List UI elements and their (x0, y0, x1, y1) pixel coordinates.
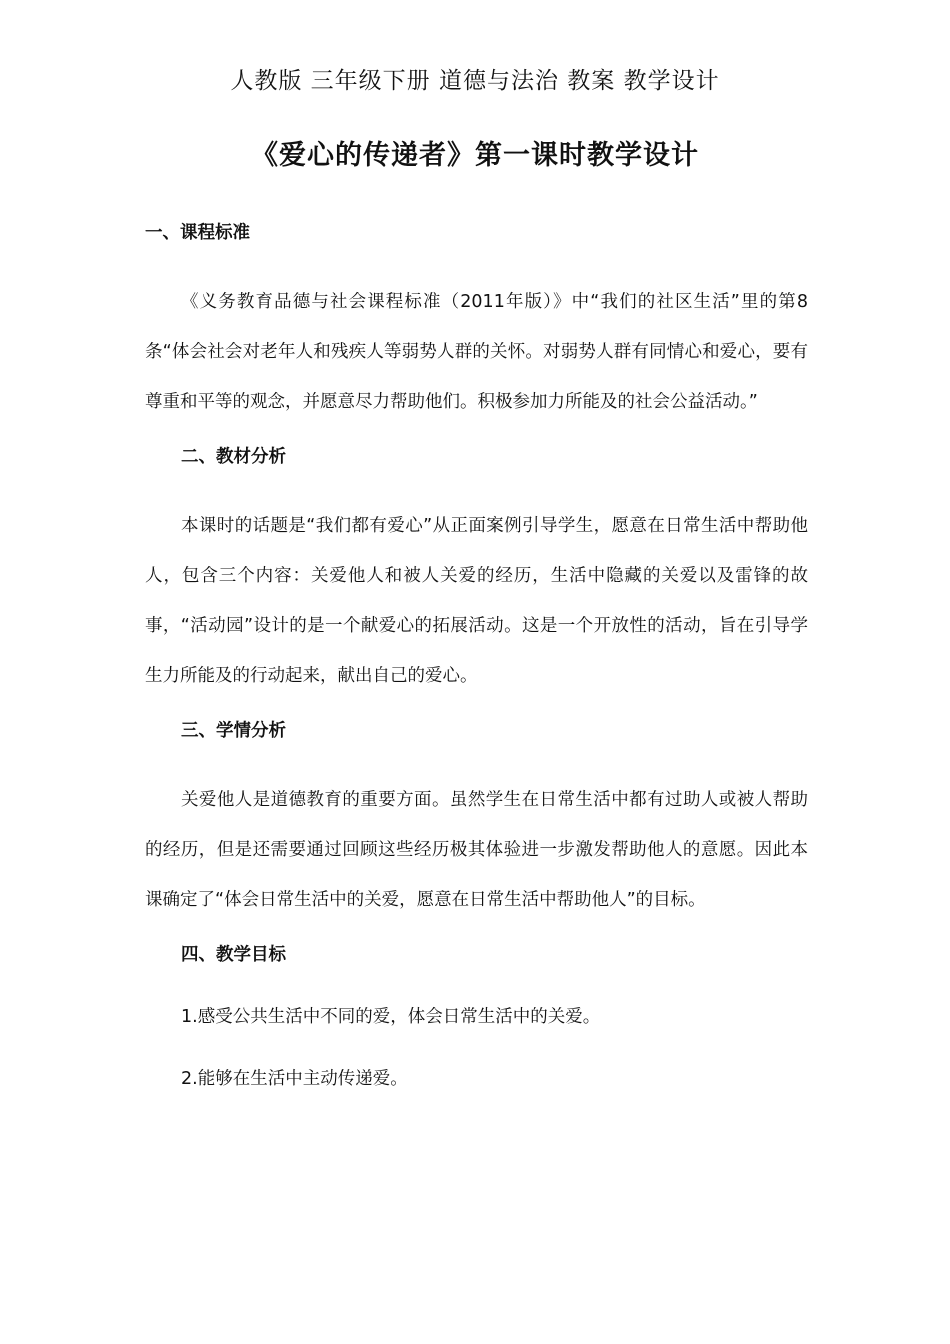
section-curriculum-standard (145, 215, 808, 427)
section-teaching-objectives (145, 937, 808, 1097)
section-paragraph: 《义务教育品德与社会课程标准（2011年版）》中“我们的社区生活”里的第8条“体会社会对老年人和残疾人等弱势人群的关怀。对弱势人群有同情心和爱心，要有尊重和平等的观念，并愿意尽力帮助他们。积极参加力所能及的社会公益活动。” (145, 292, 808, 412)
document-title: 《爱心的传递者》第一课时教学设计 (251, 140, 699, 171)
page-header: 人教版 三年级下册 道德与法治 教案 教学设计 (230, 68, 720, 94)
section-student-analysis (145, 713, 808, 925)
section-heading: 三、学情分析 (181, 721, 286, 741)
section-textbook-analysis (145, 439, 808, 701)
section-heading: 二、教材分析 (181, 447, 286, 467)
section-heading: 四、教学目标 (181, 945, 286, 965)
document-body (145, 215, 808, 1123)
objective-item: 2.能够在生活中主动传递爱。 (181, 1069, 408, 1089)
section-heading: 一、课程标准 (145, 223, 250, 243)
section-paragraph: 关爱他人是道德教育的重要方面。虽然学生在日常生活中都有过助人或被人帮助的经历，但是还需要通过回顾这些经历极其体验进一步激发帮助他人的意愿。因此本课确定了“体会日常生活中的关爱，愿意在日常生活中帮助他人”的目标。 (145, 790, 808, 910)
objective-item: 1.感受公共生活中不同的爱，体会日常生活中的关爱。 (181, 1007, 601, 1027)
section-paragraph: 本课时的话题是“我们都有爱心”从正面案例引导学生，愿意在日常生活中帮助他人，包含三个内容：关爱他人和被人关爱的经历，生活中隐藏的关爱以及雷锋的故事，“活动园”设计的是一个献爱心的拓展活动。这是一个开放性的活动，旨在引导学生力所能及的行动起来，献出自己的爱心。 (145, 516, 808, 686)
